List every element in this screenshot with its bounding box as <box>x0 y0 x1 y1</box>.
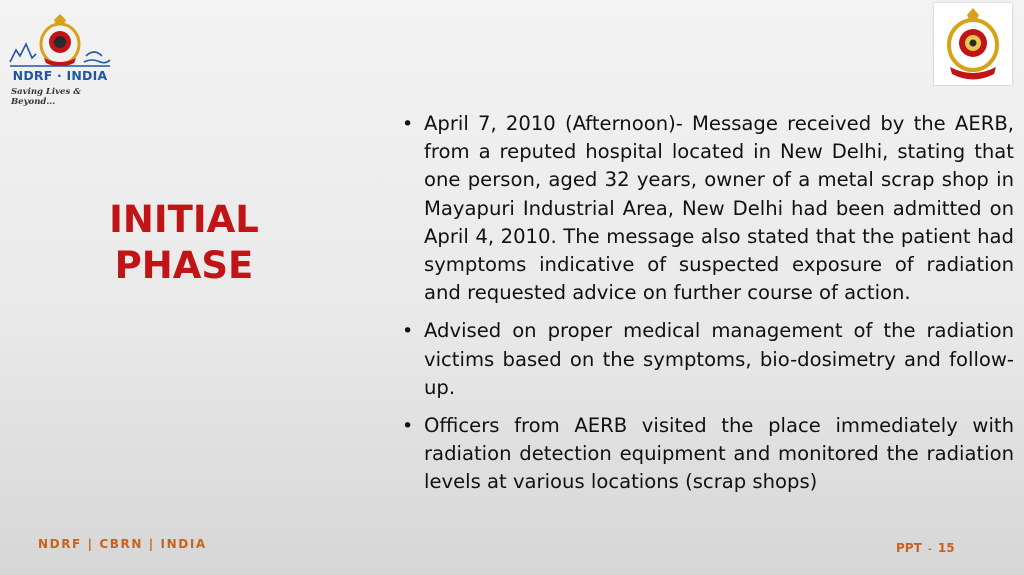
ppt-label: PPT <box>896 541 922 555</box>
bullet-text: Advised on proper medical management of the radiation victims based on the symptoms, bio-dosimetry and follow-up. <box>424 319 1014 399</box>
ndrf-logo-text: NDRF · INDIA <box>12 68 108 83</box>
bullet-icon: • <box>402 320 414 343</box>
cbrn-logo <box>934 3 1012 85</box>
page-separator: - <box>927 545 932 555</box>
slide-title <box>84 197 284 289</box>
cbrn-emblem-icon <box>934 3 1012 85</box>
title-line-2: PHASE <box>114 244 254 287</box>
bullet-list <box>402 110 1014 507</box>
ndrf-logo <box>8 10 112 107</box>
slide-number <box>896 541 955 555</box>
bullet-text: Officers from AERB visited the place immediately with radiation detection equipment and monitored the radiation levels at various locations (scrap shops) <box>424 414 1014 494</box>
bullet-icon: • <box>402 113 414 135</box>
page-number: 15 <box>937 541 955 555</box>
bullet-icon: • <box>402 415 414 438</box>
bullet-text: April 7, 2010 (Afternoon)- Message received by the AERB, from a reputed hospital located in New Delhi, stating that one person, aged 32 years, owner of a metal scrap shop in Mayapuri Industrial Area, New Delhi had been admitted on April 4, 2010. The message also stated that the patient had symptoms indicative of suspected exposure of radiation and requested advice on further course of action. <box>424 112 1014 305</box>
title-line-1: INITIAL <box>109 198 259 241</box>
ndrf-emblem-icon <box>8 10 112 70</box>
footer-org-label: NDRF | CBRN | INDIA <box>38 537 207 551</box>
bullet-item <box>402 110 1014 307</box>
bullet-item <box>402 412 1014 497</box>
bullet-item <box>402 317 1014 402</box>
ndrf-tagline: Saving Lives & Beyond... <box>11 87 81 107</box>
